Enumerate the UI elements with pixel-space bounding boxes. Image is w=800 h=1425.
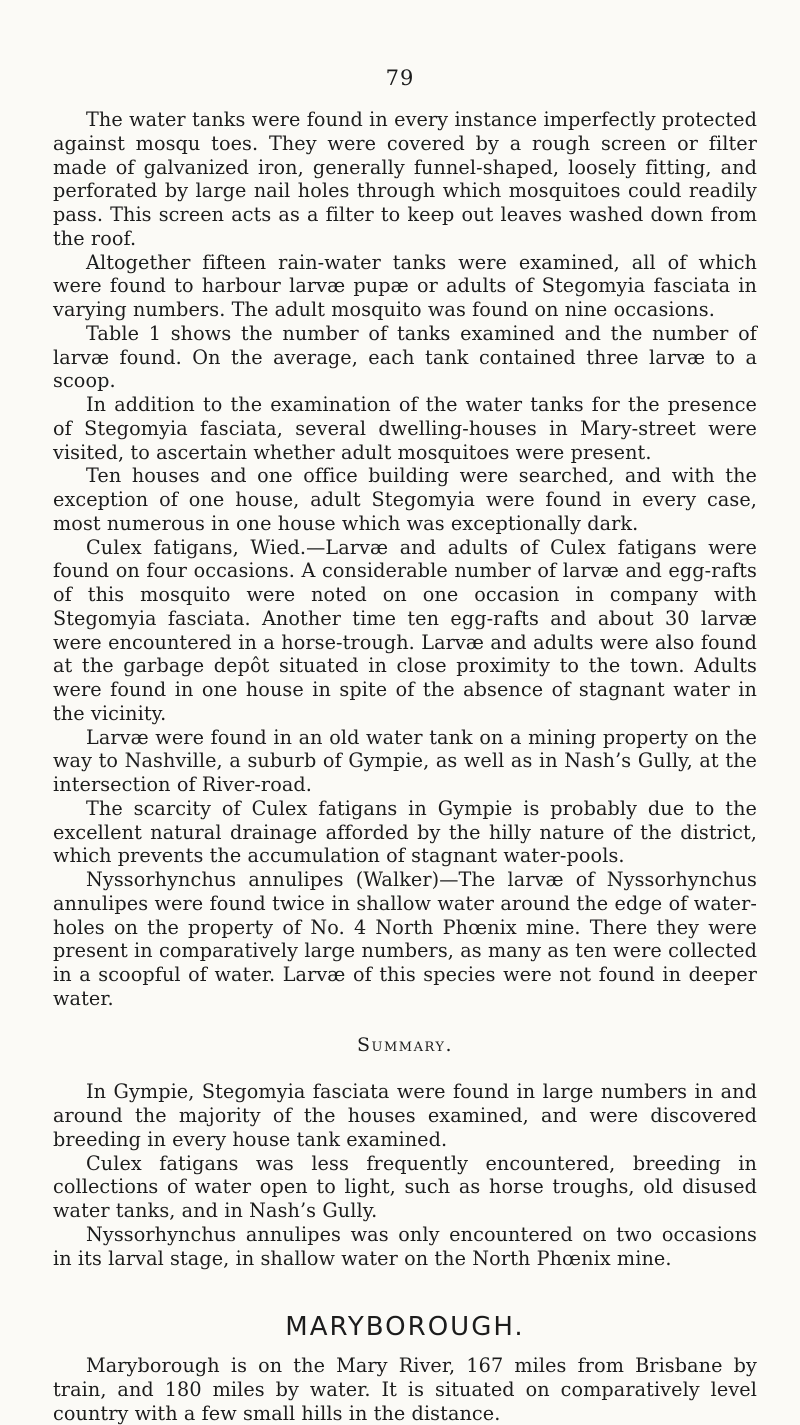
paragraph: The water tanks were found in every instance imperfectly protected against mosqu toes. They were covered by a rough screen or filter made of galvanized iron, generally funnel-shaped, loosely fitting, and perforated by large nail holes through which mosquitoes could readily pass. This screen acts as a filter to keep out leaves washed down from the roof. [53,108,757,250]
section-heading: MARYBOROUGH. [285,1312,525,1343]
paragraph: Culex fatigans was less frequently encountered, breeding in collections of water open to light, such as horse troughs, old disused water tanks, and in Nash’s Gully. [53,1151,757,1222]
paragraph: Larvæ were found in an old water tank on a mining property on the way to Nashville, a suburb of Gympie, as well as in Nash’s Gully, at the intersection of River-road. [53,725,757,796]
summary-heading: Summary. [357,1033,453,1056]
paragraph: Altogether fifteen rain-water tanks were examined, all of which were found to harbour larvæ pupæ or adults of Stegomyia fasciata in varying numbers. The adult mosquito was found on nine occasions. [53,250,757,321]
paragraph: Nyssorhynchus annulipes was only encountered on two occasions in its larval stage, in shallow water on the North Phœnix mine. [53,1222,757,1270]
paragraph: In Gympie, Stegomyia fasciata were found in large numbers in and around the majority of the houses examined, and were discovered breeding in every house tank examined. [53,1080,757,1151]
page-number: 79 [385,66,415,90]
paragraph: The scarcity of Culex fatigans in Gympie is probably due to the excellent natural drainage afforded by the hilly nature of the district, which prevents the accumulation of stagnant water-pools. [53,796,757,868]
paragraph: Table 1 shows the number of tanks examined and the number of larvæ found. On the average, each tank contained three larvæ to a scoop. [53,321,757,393]
document-body [53,108,757,1425]
paragraph: In addition to the examination of the water tanks for the presence of Stegomyia fasciata, several dwelling-houses in Mary-street were visited, to ascertain whether adult mosquitoes were present. [53,393,757,464]
paragraph: Nyssorhynchus annulipes (Walker)—The larvæ of Nyssorhynchus annulipes were found twice in shallow water around the edge of water-holes on the property of No. 4 North Phœnix mine. There they were present in comparatively large numbers, as many as ten were collected in a scoopful of water. Larvæ of this species were not found in deeper water. [53,868,757,1010]
paragraph: Culex fatigans, Wied.—Larvæ and adults of Culex fatigans were found on four occasions. A considerable number of larvæ and egg-rafts of this mosquito were noted on one occasion in company with Stegomyia fasciata. Another time ten egg-rafts and about 30 larvæ were encountered in a horse-trough. Larvæ and adults were also found at the garbage depôt situated in close proximity to the town. Adults were found in one house in spite of the absence of stagnant water in the vicinity. [53,535,757,725]
paragraph: Maryborough is on the Mary River, 167 miles from Brisbane by train, and 180 miles by water. It is situated on comparatively level country with a few small hills in the distance. [53,1354,757,1425]
paragraph: Ten houses and one office building were searched, and with the exception of one house, adult Stegomyia were found in every case, most numerous in one house which was exceptionally dark. [53,464,757,535]
